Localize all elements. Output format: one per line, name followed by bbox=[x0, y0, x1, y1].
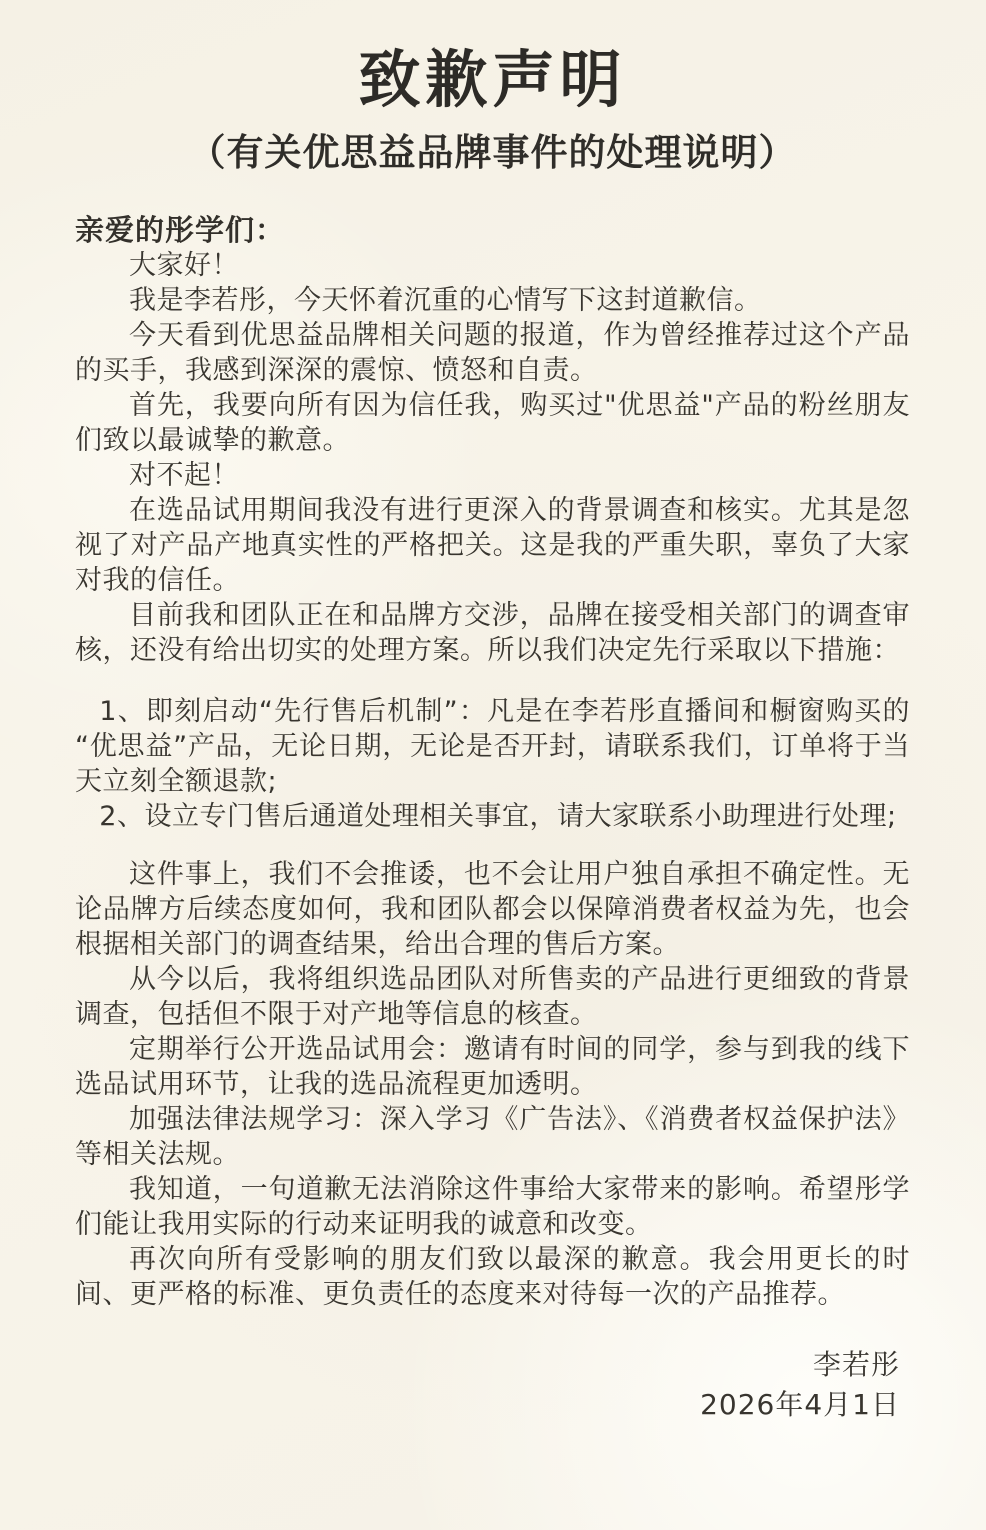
page-title: 致歉声明 bbox=[358, 43, 627, 116]
salutation: 亲爱的彤学们： bbox=[75, 213, 286, 248]
page-subtitle: （有关优思益品牌事件的处理说明） bbox=[188, 130, 797, 175]
signature-date: 2026年4月1日 bbox=[700, 1388, 900, 1422]
measures-list bbox=[75, 694, 910, 834]
closing-sincerity: 我知道，一句道歉无法消除这件事给大家带来的影响。希望彤学们能让我用实际的行动来证明我的诚意和改变。 bbox=[75, 1174, 910, 1241]
paragraph-greeting: 大家好！ bbox=[129, 250, 239, 282]
signature-block bbox=[75, 1345, 910, 1425]
paragraph-report: 今天看到优思益品牌相关问题的报道，作为曾经推荐过这个产品的买手，我感到深深的震惊、愤怒和自责。 bbox=[75, 320, 910, 387]
measure-item-refund: 1、即刻启动“先行售后机制”：凡是在李若彤直播间和橱窗购买的“优思益”产品，无论日期，无论是否开封，请联系我们，订单将于当天立刻全额退款; bbox=[75, 696, 910, 798]
measure-item-aftersales: 2、设立专门售后通道处理相关事宜，请大家联系小助理进行处理; bbox=[99, 801, 897, 833]
closing-law-study: 加强法律法规学习：深入学习《广告法》、《消费者权益保护法》等相关法规。 bbox=[75, 1104, 910, 1171]
closing-block bbox=[75, 857, 910, 1312]
closing-responsibility: 这件事上，我们不会推诿，也不会让用户独自承担不确定性。无论品牌方后续态度如何，我和团队都会以保障消费者权益为先，也会根据相关部门的调查结果，给出合理的售后方案。 bbox=[75, 859, 910, 961]
closing-background-check: 从今以后，我将组织选品团队对所售卖的产品进行更细致的背景调查，包括但不限于对产地等信息的核查。 bbox=[75, 964, 910, 1031]
closing-open-trial: 定期举行公开选品试用会：邀请有时间的同学，参与到我的线下选品试用环节，让我的选品流程更加透明。 bbox=[75, 1034, 910, 1101]
paragraph-apology-to-fans: 首先，我要向所有因为信任我，购买过"优思益"产品的粉丝朋友们致以最诚挚的歉意。 bbox=[75, 390, 910, 457]
signature-name: 李若彤 bbox=[812, 1348, 900, 1382]
paragraph-intro: 我是李若彤，今天怀着沉重的心情写下这封道歉信。 bbox=[129, 285, 762, 317]
paragraph-sorry: 对不起！ bbox=[129, 460, 239, 492]
closing-final-apology: 再次向所有受影响的朋友们致以最深的歉意。我会用更长的时间、更严格的标准、更负责任的态度来对待每一次的产品推荐。 bbox=[75, 1244, 910, 1311]
paragraph-negotiation: 目前我和团队正在和品牌方交涉，品牌在接受相关部门的调查审核，还没有给出切实的处理方案。所以我们决定先行采取以下措施： bbox=[75, 600, 910, 667]
paragraph-fault: 在选品试用期间我没有进行更深入的背景调查和核实。尤其是忽视了对产品产地真实性的严格把关。这是我的严重失职，辜负了大家对我的信任。 bbox=[75, 495, 910, 597]
